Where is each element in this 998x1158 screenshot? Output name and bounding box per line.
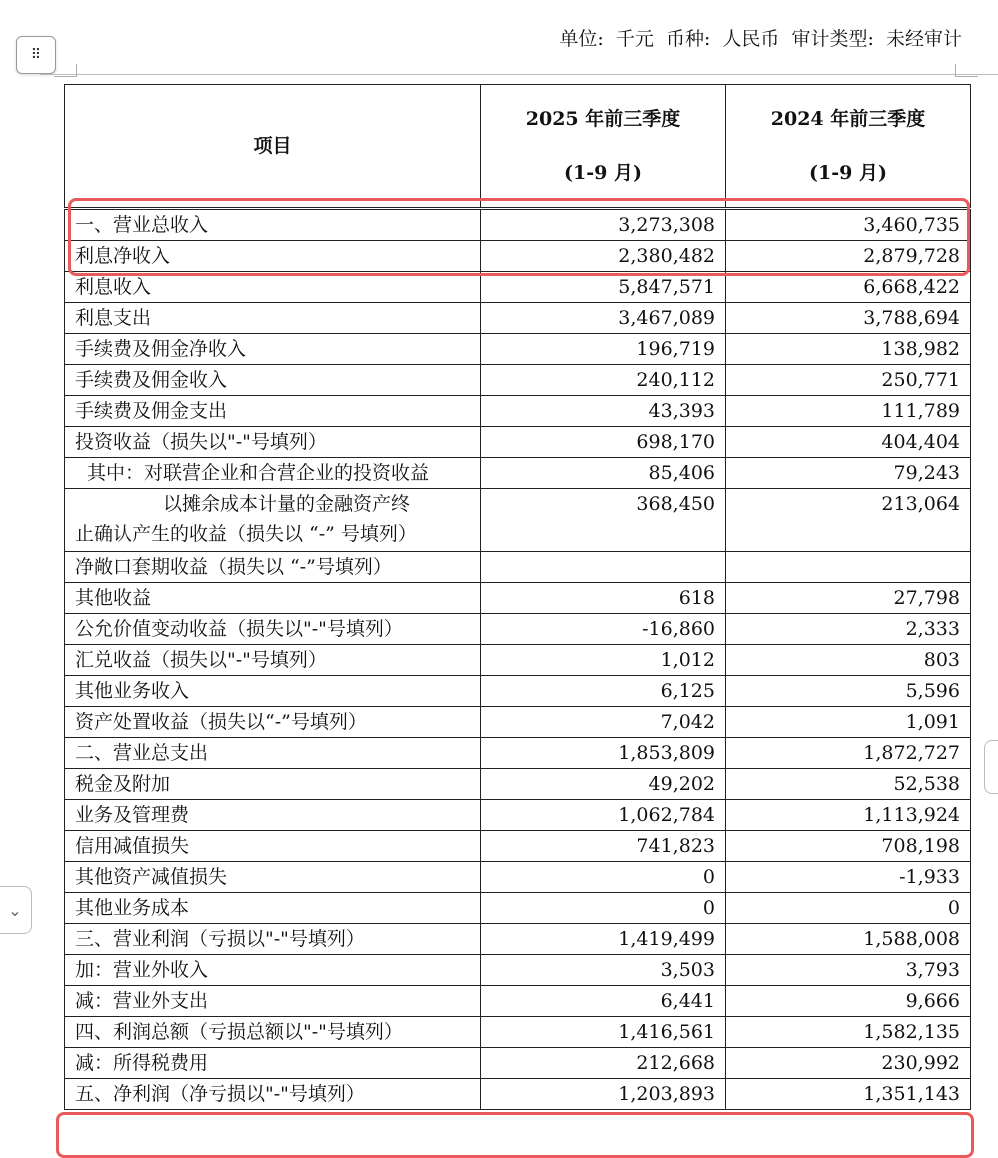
value-2024: 230,992 bbox=[726, 1048, 971, 1079]
value-2024: 3,460,735 bbox=[726, 209, 971, 241]
value-2024: 111,789 bbox=[726, 396, 971, 427]
row-label: 公允价值变动收益（损失以"-"号填列） bbox=[65, 614, 481, 645]
table-row bbox=[65, 334, 971, 365]
value-2025: 1,203,893 bbox=[481, 1079, 726, 1110]
row-label: 利息收入 bbox=[65, 272, 481, 303]
table-row bbox=[65, 272, 971, 303]
value-2024: 1,091 bbox=[726, 707, 971, 738]
row-label: 其他资产减值损失 bbox=[65, 862, 481, 893]
row-label: 资产处置收益（损失以“-”号填列） bbox=[65, 707, 481, 738]
highlight-box-net-profit bbox=[56, 1112, 974, 1158]
value-2024: 250,771 bbox=[726, 365, 971, 396]
right-side-tab[interactable] bbox=[984, 740, 998, 794]
value-2024: 1,872,727 bbox=[726, 738, 971, 769]
value-2025: 85,406 bbox=[481, 458, 726, 489]
row-label: 其他业务成本 bbox=[65, 893, 481, 924]
table-row bbox=[65, 614, 971, 645]
row-label: 减：所得税费用 bbox=[65, 1048, 481, 1079]
table-row bbox=[65, 458, 971, 489]
row-label: 投资收益（损失以"-"号填列） bbox=[65, 427, 481, 458]
row-label: 二、营业总支出 bbox=[65, 738, 481, 769]
value-2024: 1,582,135 bbox=[726, 1017, 971, 1048]
table-row bbox=[65, 583, 971, 614]
row-label: 业务及管理费 bbox=[65, 800, 481, 831]
value-2024: 1,588,008 bbox=[726, 924, 971, 955]
table-row bbox=[65, 427, 971, 458]
value-2025: 1,853,809 bbox=[481, 738, 726, 769]
table-row bbox=[65, 241, 971, 272]
value-2024: 1,351,143 bbox=[726, 1079, 971, 1110]
left-crop-mark bbox=[54, 64, 77, 77]
value-2024: 1,113,924 bbox=[726, 800, 971, 831]
table-row bbox=[65, 1017, 971, 1048]
table-row bbox=[65, 955, 971, 986]
value-2024: 5,596 bbox=[726, 676, 971, 707]
header-2024: 2024 年前三季度 (1-9 月) bbox=[726, 85, 971, 209]
value-2024: 3,793 bbox=[726, 955, 971, 986]
value-2024: 2,333 bbox=[726, 614, 971, 645]
row-label: 信用减值损失 bbox=[65, 831, 481, 862]
table-row bbox=[65, 707, 971, 738]
value-2025: 6,441 bbox=[481, 986, 726, 1017]
drag-handle-icon: ⠿ bbox=[30, 47, 42, 63]
row-label: 五、净利润（净亏损以"-"号填列） bbox=[65, 1079, 481, 1110]
value-2025: 196,719 bbox=[481, 334, 726, 365]
row-label: 手续费及佣金净收入 bbox=[65, 334, 481, 365]
value-2025: 3,273,308 bbox=[481, 209, 726, 241]
value-2025: 212,668 bbox=[481, 1048, 726, 1079]
value-2024: 9,666 bbox=[726, 986, 971, 1017]
row-label: 利息支出 bbox=[65, 303, 481, 334]
table-row bbox=[65, 893, 971, 924]
value-2025: 1,419,499 bbox=[481, 924, 726, 955]
value-2024: 6,668,422 bbox=[726, 272, 971, 303]
row-label: 汇兑收益（损失以"-"号填列） bbox=[65, 645, 481, 676]
table-row bbox=[65, 209, 971, 241]
row-label: 三、营业利润（亏损以"-"号填列） bbox=[65, 924, 481, 955]
row-label-line1: 以摊余成本计量的金融资产终 bbox=[163, 493, 411, 515]
row-label: 加：营业外收入 bbox=[65, 955, 481, 986]
value-2024: 3,788,694 bbox=[726, 303, 971, 334]
value-2024: 0 bbox=[726, 893, 971, 924]
unit-currency-audit-line: 单位: 千元 币种: 人民币 审计类型: 未经审计 bbox=[559, 28, 962, 50]
table-row bbox=[65, 862, 971, 893]
row-label: 其他收益 bbox=[65, 583, 481, 614]
table-row bbox=[65, 924, 971, 955]
right-crop-mark bbox=[955, 64, 978, 77]
row-label: 其中：对联营企业和合营企业的投资收益 bbox=[65, 458, 481, 489]
row-label: 利息净收入 bbox=[65, 241, 481, 272]
row-label: 手续费及佣金支出 bbox=[65, 396, 481, 427]
value-2024: 27,798 bbox=[726, 583, 971, 614]
table-row bbox=[65, 738, 971, 769]
drag-handle-button[interactable] bbox=[16, 36, 56, 74]
table-row bbox=[65, 769, 971, 800]
value-2024: -1,933 bbox=[726, 862, 971, 893]
row-label: 减：营业外支出 bbox=[65, 986, 481, 1017]
value-2024: 79,243 bbox=[726, 458, 971, 489]
value-2025: 7,042 bbox=[481, 707, 726, 738]
value-2024: 138,982 bbox=[726, 334, 971, 365]
table-row bbox=[65, 396, 971, 427]
value-2024 bbox=[726, 552, 971, 583]
table-row bbox=[65, 831, 971, 862]
value-2025: 1,416,561 bbox=[481, 1017, 726, 1048]
row-label: 净敞口套期收益（损失以 “-”号填列） bbox=[65, 552, 481, 583]
table-header-row bbox=[65, 85, 971, 209]
chevron-down-icon: ⌄ bbox=[8, 900, 22, 920]
value-2025: 240,112 bbox=[481, 365, 726, 396]
table-row bbox=[65, 986, 971, 1017]
table-row bbox=[65, 800, 971, 831]
table-row bbox=[65, 645, 971, 676]
page-margin-rule bbox=[40, 74, 998, 75]
table-row bbox=[65, 489, 971, 552]
value-2025: 3,503 bbox=[481, 955, 726, 986]
row-label: 一、营业总收入 bbox=[65, 209, 481, 241]
value-2025: 6,125 bbox=[481, 676, 726, 707]
value-2025: 2,380,482 bbox=[481, 241, 726, 272]
table-row bbox=[65, 1048, 971, 1079]
row-label: 其他业务收入 bbox=[65, 676, 481, 707]
table-row bbox=[65, 1079, 971, 1110]
side-collapse-toggle[interactable] bbox=[0, 886, 32, 934]
row-label-multiline bbox=[65, 489, 481, 552]
value-2024: 2,879,728 bbox=[726, 241, 971, 272]
value-2024: 404,404 bbox=[726, 427, 971, 458]
value-2025: 741,823 bbox=[481, 831, 726, 862]
value-2024: 52,538 bbox=[726, 769, 971, 800]
header-item: 项目 bbox=[65, 85, 481, 209]
income-statement-table bbox=[64, 84, 971, 1110]
value-2025: 1,012 bbox=[481, 645, 726, 676]
table-row bbox=[65, 676, 971, 707]
table-row bbox=[65, 303, 971, 334]
value-2025: 618 bbox=[481, 583, 726, 614]
value-2025: 0 bbox=[481, 893, 726, 924]
value-2025: 1,062,784 bbox=[481, 800, 726, 831]
header-2025: 2025 年前三季度 (1-9 月) bbox=[481, 85, 726, 209]
value-2025: 3,467,089 bbox=[481, 303, 726, 334]
value-2025: 0 bbox=[481, 862, 726, 893]
table-row bbox=[65, 365, 971, 396]
value-2024: 803 bbox=[726, 645, 971, 676]
table-row bbox=[65, 552, 971, 583]
value-2025: 5,847,571 bbox=[481, 272, 726, 303]
value-2025: 368,450 bbox=[481, 489, 726, 552]
value-2025 bbox=[481, 552, 726, 583]
value-2025: 698,170 bbox=[481, 427, 726, 458]
value-2024: 708,198 bbox=[726, 831, 971, 862]
row-label: 四、利润总额（亏损总额以"-"号填列） bbox=[65, 1017, 481, 1048]
value-2025: 43,393 bbox=[481, 396, 726, 427]
row-label-line2: 止确认产生的收益（损失以 “-” 号填列） bbox=[75, 523, 417, 545]
row-label: 税金及附加 bbox=[65, 769, 481, 800]
value-2025: 49,202 bbox=[481, 769, 726, 800]
value-2025: -16,860 bbox=[481, 614, 726, 645]
row-label: 手续费及佣金收入 bbox=[65, 365, 481, 396]
value-2024: 213,064 bbox=[726, 489, 971, 552]
